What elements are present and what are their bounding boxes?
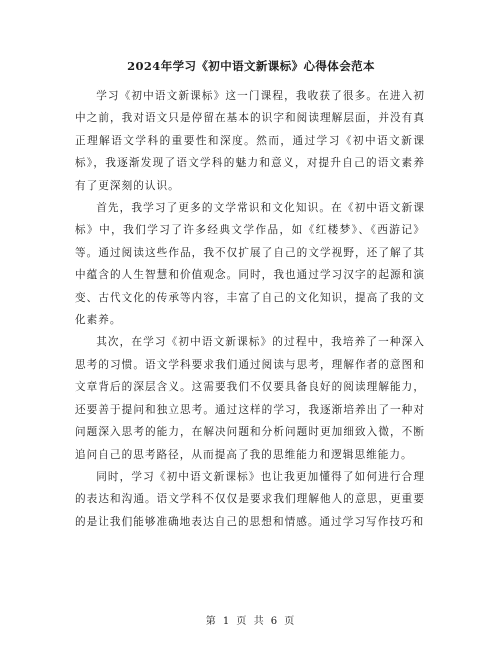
document-title: 2024年学习《初中语文新课标》心得体会范本 [127,59,375,73]
paragraph-1: 学习《初中语文新课标》这一门课程，我收获了很多。在进入初中之前，我对语文只是停留在基本的识字和阅读理解层面，并没有真正理解语文学科的重要性和深度。然而，通过学习《初中语文新课标》，我逐渐发现了语文学科的魅力和意义，对提升自己的语文素养有了更深刻的认识。 [75,90,425,192]
paragraph-2: 首先，我学习了更多的文学常识和文化知识。在《初中语文新课标》中，我们学习了许多经典文学作品，如《红楼梦》、《西游记》等。通过阅读这些作品，我不仅扩展了自己的文学视野，还了解了其中蕴含的人生智慧和价值观念。同时，我也通过学习汉字的起源和演变、古代文化的传承等内容，丰富了自己的文化知识，提高了我的文化素养。 [75,202,425,327]
document-body [75,85,425,533]
page-footer: 第 1 页 共 6 页 [205,616,297,627]
paragraph-3: 其次，在学习《初中语文新课标》的过程中，我培养了一种深入思考的习惯。语文学科要求我们通过阅读与思考，理解作者的意图和文章背后的深层含义。这需要我们不仅要具备良好的阅读理解能力，还要善于提问和独立思考。通过这样的学习，我逐渐培养出了一种对问题深入思考的能力，在解决问题和分析问题时更加细致入微，不断追问自己的思考路径，从而提高了我的思维能力和逻辑思维能力。 [75,336,425,461]
paragraph-4: 同时，学习《初中语文新课标》也让我更加懂得了如何进行合理的表达和沟通。语文学科不仅仅是要求我们理解他人的意思，更重要的是让我们能够准确地表达自己的思想和情感。通过学习写作技巧和 [75,470,425,528]
